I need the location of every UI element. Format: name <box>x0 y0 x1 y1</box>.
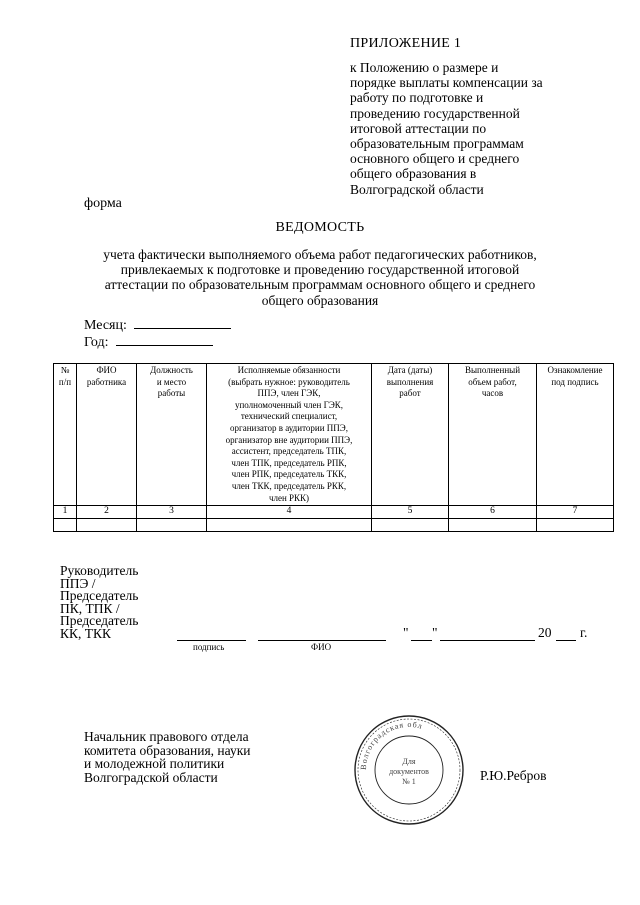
appendix-line: итоговой аттестации по <box>350 120 487 136</box>
stamp-center-text: Для <box>402 757 416 766</box>
appendix-title: ПРИЛОЖЕНИЕ 1 <box>350 36 462 51</box>
column-number: 7 <box>537 506 614 519</box>
appendix-line: к Положению о размере и <box>350 60 499 75</box>
header-cell-number: № п/п <box>54 364 77 506</box>
column-number: 6 <box>449 506 537 519</box>
chief-name: Р.Ю.Ребров <box>480 768 547 783</box>
appendix-line: образовательным программам <box>350 136 524 152</box>
appendix-line: общего образования в <box>350 166 477 182</box>
column-number: 2 <box>77 506 137 519</box>
year-label: Год: <box>84 335 109 350</box>
year-row <box>84 333 213 351</box>
header-cell-acknowledgement: Ознакомление под подпись <box>537 364 614 506</box>
name-line[interactable] <box>258 640 386 641</box>
header-cell-name: ФИО работника <box>77 364 137 506</box>
month-row <box>84 316 231 334</box>
appendix-line: основного общего и среднего <box>350 151 520 167</box>
date-quote-open: " <box>403 625 409 640</box>
appendix-line: порядке выплаты компенсации за <box>350 75 543 91</box>
table-cell[interactable] <box>77 518 137 531</box>
subtitle-line: учета фактически выполняемого объема работ педагогических работников, <box>103 247 537 262</box>
date-quote-close: " <box>432 625 438 640</box>
table-cell[interactable] <box>137 518 207 531</box>
month-blank[interactable] <box>134 316 231 329</box>
month-label: Месяц: <box>84 318 127 333</box>
header-cell-hours: Выполненный объем работ, часов <box>449 364 537 506</box>
column-number: 5 <box>372 506 449 519</box>
date-day-line[interactable] <box>411 640 432 641</box>
date-month-line[interactable] <box>440 640 535 641</box>
table-cell[interactable] <box>537 518 614 531</box>
column-number: 1 <box>54 506 77 519</box>
table-cell[interactable] <box>372 518 449 531</box>
form-label: форма <box>84 196 122 211</box>
signatory-role: Руководитель ППЭ / Председатель ПК, ТПК / Председатель КК, ТКК <box>60 563 139 641</box>
table-header-row <box>54 364 614 506</box>
chief-position: Начальник правового отдела комитета образования, науки и молодежной политики Волгоградской области <box>84 729 251 785</box>
date-year-prefix: 20 <box>538 625 552 640</box>
signature-line[interactable] <box>177 640 246 641</box>
table-cell[interactable] <box>449 518 537 531</box>
table-cell[interactable] <box>54 518 77 531</box>
appendix-line: работу по подготовке и <box>350 90 484 106</box>
subtitle-line: общего образования <box>261 292 379 308</box>
stamp-center-text: документов <box>389 767 429 776</box>
document-subtitle <box>60 247 580 308</box>
ledger-table <box>53 363 614 532</box>
header-cell-dates: Дата (даты) выполнения работ <box>372 364 449 506</box>
appendix-text <box>350 60 590 197</box>
column-number: 4 <box>207 506 372 519</box>
subtitle-line: привлекаемых к подготовке и проведению государственной итоговой <box>120 262 520 278</box>
table-row <box>54 518 614 531</box>
header-cell-position: Должность и место работы <box>137 364 207 506</box>
stamp-center-text: № 1 <box>402 777 416 786</box>
column-number: 3 <box>137 506 207 519</box>
year-blank[interactable] <box>116 333 213 346</box>
appendix-line: Волгоградской области <box>350 181 484 197</box>
table-cell[interactable] <box>207 518 372 531</box>
document-title: ВЕДОМОСТЬ <box>275 220 365 235</box>
date-year-line[interactable] <box>556 640 576 641</box>
official-stamp <box>353 714 465 826</box>
appendix-line: проведению государственной <box>350 105 520 121</box>
date-year-suffix: г. <box>580 625 588 640</box>
stamp-ring-text: Волгоградская обл <box>358 719 424 771</box>
header-cell-duties: Исполняемые обязанности (выбрать нужное: руководитель ППЭ, член ГЭК, уполномоченный член ГЭК, технический специалист, организатор в аудитории ППЭ, организатор вне аудитории ППЭ, ассистент, председатель ТПК, член ТПК, председатель РПК, член РПК, председатель ТКК, член ТКК, председатель РКК, член РКК) <box>207 364 372 506</box>
column-number-row <box>54 506 614 519</box>
name-caption: ФИО <box>311 642 332 652</box>
signature-caption: подпись <box>193 642 225 652</box>
subtitle-line: аттестации по образовательным программам основного общего и среднего <box>104 277 536 293</box>
